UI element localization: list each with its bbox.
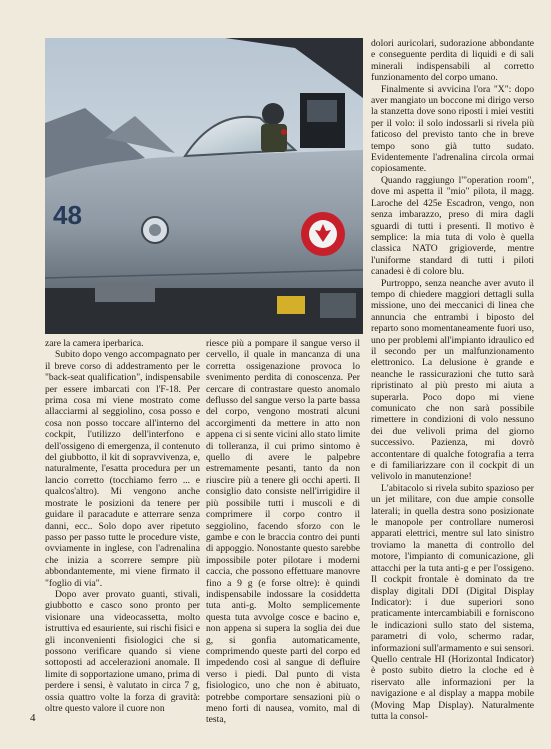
f18-cockpit-illustration [45,38,363,334]
paragraph: Finalmente si avvicina l'ora "X": dopo aver mangiato un boccone mi dirigo verso la stanzetta dove sono riposti i miei vestiti per il volo: il solo indossarli si rivela più faticoso del previsto tanto che in breve tempo sono già tutto sudato. Evidentemente l'adrenalina circola ormai copiosamente. [371,83,534,175]
fighter-jet-photo [45,38,363,334]
paragraph: L'abitacolo si rivela subito spazioso per un jet militare, con due ampie consolle laterali; in quella destra sono posizionate le manopole per controllare numerosi apparati elettrici, mentre sul lato sinistro troviamo la manetta di controllo del motore, l'impianto di comunicazione, gli attacchi per la tuta anti-g e per l'ossigeno. Il cockpit frontale è dominato da tre display digitali DDI (Digital Display Indicator): i due superiori sono praticamente intercambiabili e forniscono le indicazioni sullo stato del sistema, parametri di volo, schermo radar, informazioni sull'armamento e sui sensori. Quello centrale HI (Horizontal Indicator) è posto subito dietro la cloche ed è riservato alle informazioni per la navigazione e al display a mappa mobile (Moving Map Display). Naturalmente tutta la consol- [371,482,534,722]
tail-number: 48 [53,200,82,230]
text-column-middle [206,338,360,726]
text-column-left [45,338,200,714]
paragraph: Dopo aver provato guanti, stivali, giubbotto e casco sono pronto per visionare una videocassetta, molto istruttiva ed esauriente, sui rischi fisici e gli inconvenienti fisiologici che si possono verificare quando si viene sottoposti ad accelerazioni anomale. Il limite di sopportazione umano, prima di perdere i sensi, è valutato in circa 7 g, ossia quattro volte la forza di gravità: oltre questo valore il cuore non [45,588,200,714]
paragraph: Quando raggiungo l'"operation room", dove mi aspetta il "mio" pilota, il magg. Laroche del 425e Escadron, vengo, non senza imbarazzo, preso di mira dagli sguardi di tutti i presenti. Il motivo è semplice: la mia tuta di volo è quella classica NATO grigioverde, mentre l'uniforme standard di tutti i piloti canadesi è di colore blu. [371,174,534,278]
paragraph: Purtroppo, senza neanche aver avuto il tempo di chiedere maggiori dettagli sulla missione, uno dei meccanici di linea che annuncia che entrambi i biposto del reparto sono momentaneamente fuori uso, uno per problemi all'impianto idraulico ed il secondo per un malfunzionamento elettronico. La delusione è grande e neanche le rassicurazioni che tutto sarà ripristinato al più presto mi aiuta a superarla. Poco dopo mi viene comunicato che non sarà possibile rimettere in condizioni di volo nessuno dei due velivoli prima del giorno successivo. Pazienza, mi dovrò accontentare di qualche fotografia a terra e di familiarizzare con il cockpit di un velivolo in manutenzione! [371,277,534,483]
paragraph: Subito dopo vengo accompagnato per il breve corso di addestramento per le "back-seat qualification", indispensabile per essere imbarcati con l'F-18. Per prima cosa mi viene mostrato come allacciarmi al seggiolino, cosa posso e cosa non posso toccare all'interno del cockpit, l'utilizzo dell'interfono e dell'ossigeno di emergenza, il contenuto del giubbotto, il kit di sopravvivenza, e, naturalmente, l'esatta procedura per un lancio corretto (tocchiamo ferro ... e qualcos'altro). Mi vengono anche mostrate le posizioni da tenere per guidare il paracadute e atterrare senza danni, ecc.. Solo dopo aver ripetuto passo per passo tutte le procedure viste, ovviamente in inglese, con l'adrenalina che inizia a scorrere sempre più abbondantemente, mi viene firmato il "foglio di via". [45,349,200,589]
text-column-right [371,38,534,722]
paragraph: zare la camera iperbarica. [45,338,144,349]
paragraph: dolori auricolari, sudorazione abbondante e conseguente perdita di liquidi e di sali minerali indispensabili al corretto funzionamento del corpo umano. [371,38,534,84]
page-number: 4 [30,712,36,724]
paragraph: riesce più a pompare il sangue verso il cervello, il quale in mancanza di una corretta ossigenazione provoca lo svenimento perdita di conoscenza. Per cercare di contrastare questo anomalo deflusso del sangue verso la parte bassa del corpo, vengono mostrati alcuni accorgimenti da mettere in atto non appena ci si sente vicini allo stato limite di tolleranza, il cui primo sintomo è quello di avere le palpebre estremamente pesanti, tanto da non riuscire più a tenere gli occhi aperti. Il consiglio dato consiste nell'irrigidire il più possibile tutti i muscoli e di comprimere il corpo contro il seggiolino, facendo sforzo con le gambe e con le braccia contro dei punti di appoggio. Nonostante questo sarebbe impossibile poter pilotare i moderni caccia, che possono effettuare manovre fino a 9 g (e forse oltre): è quindi indispensabile indossare la cosiddetta tuta anti-g. Molto semplicemente questa tuta avvolge cosce e bacino e, non appena si supera la soglia dei due g, si gonfia automaticamente, comprimendo queste parti del corpo ed impedendo così al sangue di defluire verso i piedi. Dal punto di vista fisiologico, uno che non è abituato, potrebbe comportare sensazioni più o meno forti di nausea, vomito, mal di testa, [206,338,360,726]
